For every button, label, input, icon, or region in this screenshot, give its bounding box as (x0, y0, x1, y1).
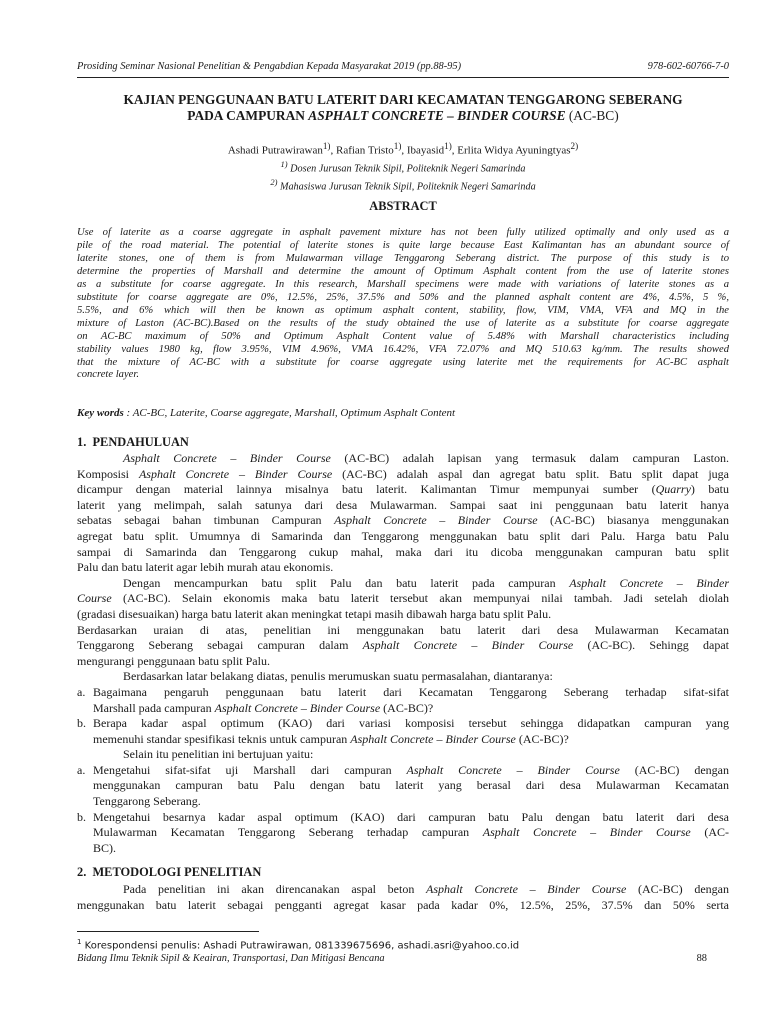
title-line-1: KAJIAN PENGGUNAAN BATU LATERIT DARI KECAMATAN TENGGARONG SEBERANG (123, 92, 683, 107)
text-line: dicampur dengan material lainnya misalnya batu laterit. Kalimantan Timur mempunyai sumber (Quarry) batu (77, 482, 730, 497)
section-body-metodologi (77, 882, 729, 913)
text-line: mengurangi penggunaan batu split Palu. (77, 653, 270, 668)
list-item (77, 763, 729, 810)
author-names: Ashadi Putrawirawan$^{1)}$, Rafian Tristo$^{1)}$, Ibayasid$^{1)}$, Erlita Widya Ayuningtyas$^{2)}$ (227, 141, 579, 157)
footnote: $^1$ Korespondensi penulis: Ashadi Putrawirawan, 081339675696, ashadi.asri@yahoo.co.id (77, 938, 520, 952)
list-item (77, 716, 729, 747)
text-line: Komposisi Asphalt Concrete – Binder Course (AC-BC) adalah aspal dan agregat batu split. Batu split dapat juga (77, 466, 729, 481)
header-isbn: 978-602-60766-7-0 (647, 61, 729, 72)
text-line: Berdasarkan uraian di atas, penelitian ini menggunakan batu laterit dari desa Mulawarman Kecamatan (77, 622, 729, 637)
text-line: Mengetahui sifat-sifat uji Marshall dari campuran Asphalt Concrete – Binder Course (AC-BC) dengan (93, 762, 729, 777)
affiliation-2: $^{2)}$ Mahasiswa Jurusan Teknik Sipil, Politeknik Negeri Samarinda (270, 177, 536, 193)
text-line: Dengan mencampurkan batu split Palu dan batu laterit pada campuran Asphalt Concrete – Binder (123, 575, 730, 590)
section-heading-metodologi: 2. METODOLOGI PENELITIAN (77, 865, 262, 879)
text-line: sebatas sebagai bahan timbunan Campuran Asphalt Concrete – Binder Course (AC-BC) biasanya menggunakan (77, 513, 729, 528)
text-line: Selain itu penelitian ini bertujuan yaitu: (123, 747, 314, 762)
keywords: Key words : AC-BC, Laterite, Coarse aggregate, Marshall, Optimum Asphalt Content (77, 407, 456, 419)
text-line: Course (AC-BC). Selain ekonomis maka batu laterit tersebut akan mempunyai nilai tambah. Jadi setelah diolah (77, 591, 729, 606)
text-line: Pada penelitian ini akan direncanakan aspal beton Asphalt Concrete – Binder Course (AC-BC) dengan (123, 882, 729, 896)
abstract-line: determine the properties of Marshall and determine the amount of Optimum Asphalt content from the use of laterite stones (77, 265, 729, 277)
abstract-text (77, 227, 729, 382)
list-marker: a. (77, 684, 86, 699)
list-item (77, 685, 729, 716)
affiliation-1: $^{1)}$ Dosen Jurusan Teknik Sipil, Politeknik Negeri Samarinda (280, 159, 526, 175)
text-line: Bagaimana pengaruh penggunaan batu laterit dari Kecamatan Tenggarong Seberang terhadap sifat-sifat (93, 684, 729, 699)
abstract-line: 5.5%, and 6% which will then be known as optimum asphalt content, stability, flow, VIM, VMA, VFA and MQ in the (77, 304, 729, 316)
text-line: Palu dan batu laterit agar lebih murah atau ekonomis. (77, 560, 334, 575)
text-line: Mulawarman Kecamatan Tenggarong Seberang terhadap campuran Asphalt Concrete – Binder Course (AC- (93, 825, 730, 840)
text-line: (gradasi disesuaikan) harga batu laterit akan meningkat tetapi masih dibawah harga batu split Palu. (77, 606, 552, 621)
text-line: Berdasarkan latar belakang diatas, penulis merumuskan suatu permasalahan, diantaranya: (123, 669, 553, 684)
text-line: agregat batu split. Umumnya di Samarinda dan Tenggarong menggunakan batu split dari Palu. Harga batu Palu (77, 528, 729, 543)
text-line: Mengetahui besarnya kadar aspal optimum (KAO) dari campuran batu Palu dengan batu laterit dari desa (93, 809, 729, 824)
abstract-line: substitute for coarse aggregate are 0%, 12.5%, 25%, 37.5% and 50% and the planned asphalt content are 4%, 4.5%, 5 %, (77, 291, 729, 303)
abstract-line: laterite stones, one of them is from Mulawarman village Tenggarong Seberang district. The purpose of this study is to (77, 252, 729, 264)
text-line: laterit yang melimpah, salah satunya dari desa Mulawarman. Sampai saat ini penggunaan batu laterit hanya (77, 497, 729, 512)
text-line: sampai di Samarinda dan Tenggarong cukup mahal, maka dari itu dicoba menggunakan campuran batu split (77, 544, 729, 559)
text-line: menggunakan batu laterit sebagai pengganti agregat kasar pada kadar 0%, 12.5%, 25%, 37.5% dan 50% serta (77, 897, 729, 912)
text-line: Asphalt Concrete – Binder Course (AC-BC) adalah lapisan yang termasuk dalam campuran Laston. (123, 451, 729, 465)
footnote-divider (77, 931, 259, 932)
text-line: Berapa kadar aspal optimum (KAO) dari variasi komposisi tersebut sehingga didapatkan campuran yang (93, 716, 729, 731)
paper-title (60, 92, 746, 124)
text-line: menggunakan campuran batu Palu dengan batu laterit yang berasal dari desa Mulawarman Kecamatan (93, 778, 729, 793)
text-line: Tenggarong Seberang sebagai campuran dalam Asphalt Concrete – Binder Course (AC-BC). Sehingg dapat (77, 638, 729, 653)
abstract-line: stability values 1980 kg, flow 3.95%, VIM 4.96%, VMA 16.42%, VFA 72.07% and MQ 510.63 kg/mm. The results showed (77, 343, 729, 355)
abstract-line: pile of the road material. The potential of laterite stones is quite large because East Kalimantan has an abundant source of (77, 239, 729, 251)
header-journal: Prosiding Seminar Nasional Penelitian & Pengabdian Kepada Masyarakat 2019 (pp.88-95) (77, 61, 462, 72)
page-number: 88 (696, 953, 707, 964)
abstract-line: that the mixture of AC-BC with a substitute for coarse aggregate using laterite met the requirements for AC-BC asphalt (77, 356, 729, 368)
title-line-2: PADA CAMPURAN ASPHALT CONCRETE – BINDER COURSE (AC-BC) (187, 108, 619, 123)
abstract-line: Use of laterite as a coarse aggregate in asphalt pavement mixture has not been fully utilized optimally and only used as a (77, 227, 729, 238)
footer-field: Bidang Ilmu Teknik Sipil & Keairan, Transportasi, Dan Mitigasi Bencana (77, 953, 385, 964)
abstract-line: mixture of Laston (AC-BC).Based on the results of the study obtained the use of laterite as a substitute for coarse aggregate (77, 317, 729, 329)
text-line: Tenggarong Seberang. (93, 794, 201, 809)
abstract-line: on AC-BC maximum of 50% and Optimum Asphalt Content value of 5.48% with Marshall characteristics including (77, 330, 729, 342)
abstract-heading: ABSTRACT (369, 199, 437, 213)
abstract-line: as a substitute for coarse aggregate. In this research, Marshall specimens were made with variations of laterite stones as a (77, 278, 729, 290)
section-heading-pendahuluan: 1. PENDAHULUAN (77, 435, 189, 449)
text-line: memenuhi standar spesifikasi teknis untuk campuran Asphalt Concrete – Binder Course (AC-BC)? (93, 731, 569, 746)
running-footer (77, 953, 707, 964)
list-item (77, 810, 729, 857)
list-marker: a. (77, 762, 86, 777)
section-body-pendahuluan (77, 451, 729, 856)
list-marker: b. (77, 716, 86, 731)
list-marker: b. (77, 809, 86, 824)
running-header (77, 61, 729, 78)
text-line: BC). (93, 840, 117, 855)
text-line: Marshall pada campuran Asphalt Concrete – Binder Course (AC-BC)? (93, 700, 434, 715)
author-block (60, 140, 746, 194)
abstract-line: concrete layer. (77, 369, 139, 381)
